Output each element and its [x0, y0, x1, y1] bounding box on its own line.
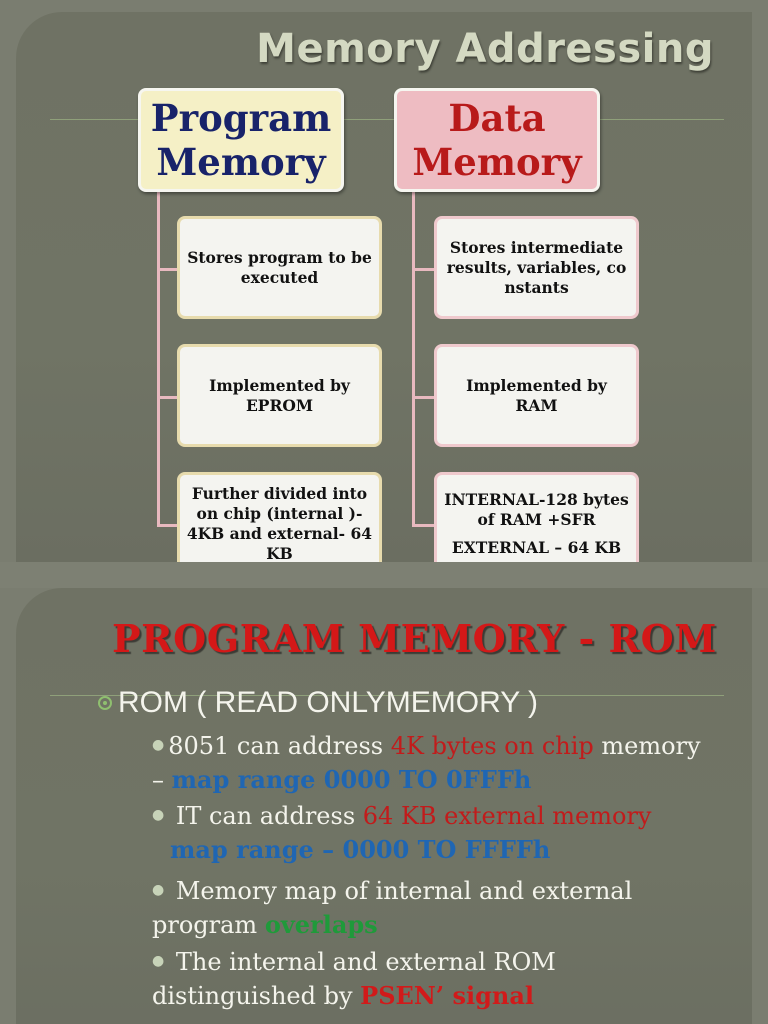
slide-gap: [0, 562, 768, 588]
right-branch-3: [412, 524, 434, 527]
slide-memory-addressing: [16, 12, 752, 562]
main-bullet: [98, 686, 538, 720]
bullet-highlight-blue: map range – 0000 TO FFFFh: [170, 835, 551, 864]
data-memory-header: [394, 88, 600, 192]
bullet-circle-icon: [98, 696, 112, 710]
bullet-text: 8051 can address: [168, 732, 391, 760]
left-branch-1: [157, 268, 177, 271]
bullet-highlight-red: 4K bytes on chip: [390, 732, 594, 760]
bullet-dot-icon: ●: [152, 882, 165, 898]
data-node-stores: [434, 216, 639, 319]
program-node-text: Implemented by EPROM: [209, 375, 350, 415]
slide-title: PROGRAM MEMORY - ROM: [112, 616, 717, 661]
bullet-dot-icon: ●: [152, 807, 165, 823]
data-node-text: Implemented by RAM: [466, 375, 607, 415]
main-bullet-text: ROM ( READ ONLYMEMORY ): [118, 686, 539, 719]
bullet-text: memory –: [152, 732, 701, 794]
bullet-item: [152, 944, 712, 1013]
bullet-dot-icon: ●: [152, 953, 165, 969]
program-header-line2: Memory: [156, 140, 326, 184]
data-node-extra: EXTERNAL – 64 KB: [451, 537, 622, 557]
program-memory-header: [138, 88, 344, 192]
program-node-divided: [177, 472, 382, 575]
data-node-internal-external: [434, 472, 639, 575]
program-node-text: Further divided into on chip (internal )- 4KB and external- 64 KB: [186, 483, 373, 563]
bullet-dot-icon: ●: [152, 737, 165, 753]
bullet-item: [152, 873, 712, 942]
left-branch-2: [157, 396, 177, 399]
program-header-line1: Program: [150, 96, 332, 140]
left-tree-connector: [157, 192, 160, 526]
bullet-item: [152, 728, 712, 797]
bullet-text: Memory map of internal and external program: [152, 877, 633, 939]
data-header-line1: Data: [448, 96, 546, 140]
right-branch-2: [412, 396, 434, 399]
bullet-text: The internal and external ROM distinguished by: [152, 948, 556, 1010]
bullet-highlight-red: 64 KB external memory: [362, 802, 652, 830]
right-branch-1: [412, 268, 434, 271]
program-node-implemented: [177, 344, 382, 447]
program-node-text: Stores program to be executed: [187, 247, 372, 287]
right-tree-connector: [412, 192, 415, 526]
left-branch-3: [157, 524, 177, 527]
bullet-highlight-red: PSEN’ signal: [360, 981, 535, 1010]
data-header-line2: Memory: [412, 140, 582, 184]
bullet-item: [152, 798, 712, 867]
slide-title: Memory Addressing: [256, 26, 714, 72]
program-node-stores: [177, 216, 382, 319]
slide-program-memory-rom: [16, 588, 752, 1024]
bullet-highlight-blue: map range 0000 TO 0FFFh: [171, 765, 532, 794]
data-node-implemented: [434, 344, 639, 447]
data-node-text: INTERNAL-128 bytes of RAM +SFR: [444, 489, 629, 529]
bullet-highlight-green: overlaps: [264, 910, 378, 939]
bullet-text: IT can address: [168, 802, 363, 830]
data-node-text: Stores intermediate results, variables, co nstants: [446, 237, 627, 297]
